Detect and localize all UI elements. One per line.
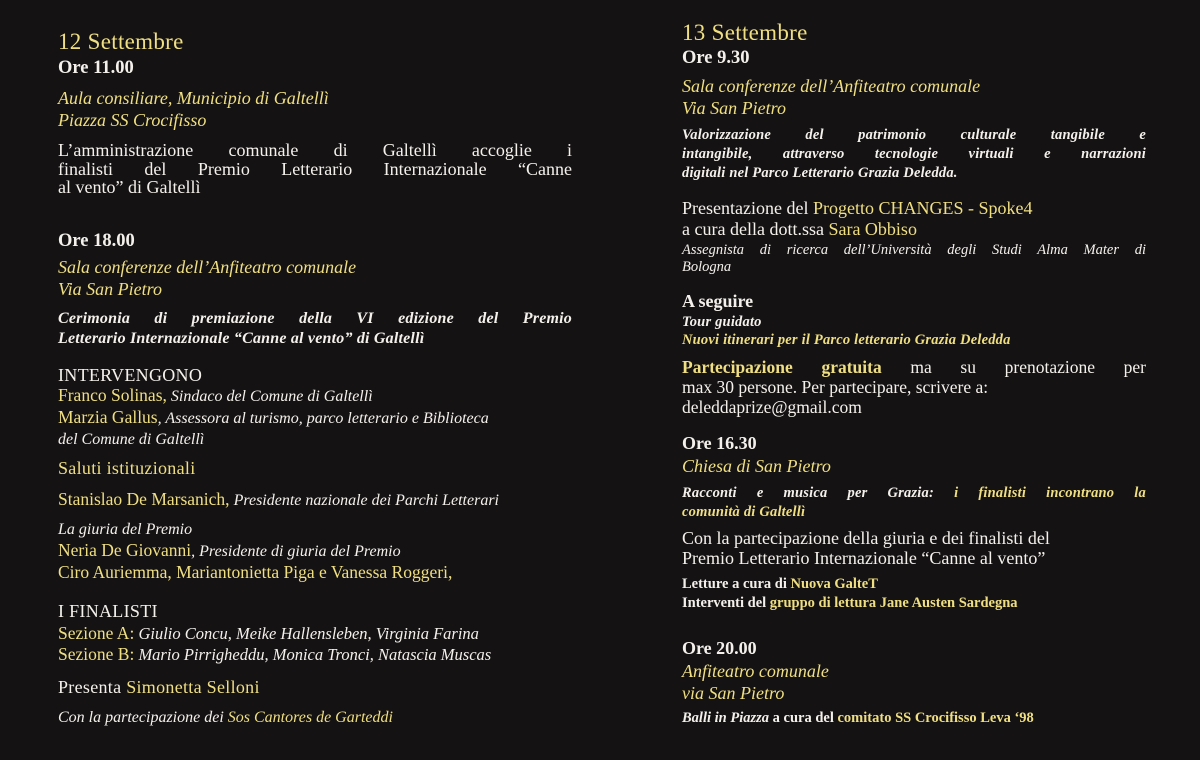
finalisti-list [58,623,491,665]
intervengono-heading: INTERVENGONO [58,365,203,385]
racconti-block: Racconti e musica per Grazia: i finalisti incontrano la comunità di Galtellì [682,485,1146,520]
event-930-time: Ore 9.30 [682,48,750,68]
event-11-time: Ore 11.00 [58,58,134,78]
finalisti-section-a: Sezione A: Giulio Concu, Meike Hallensleben, Virginia Farina [58,623,479,643]
event-18-place: Sala conferenze dell’Anfiteatro comunale Via San Pietro [58,257,357,299]
giuria-block: La giuria del Premio Neria De Giovanni, Presidente di giuria del Premio Ciro Auriemma, Mariantonietta Piga e Vanessa Roggeri, [58,521,453,582]
finalisti-section-b: Sezione B: Mario Pirrigheddu, Monica Tronci, Natascia Muscas [58,644,492,664]
event-18-time: Ore 18.00 [58,231,135,251]
event-2000-time: Ore 20.00 [682,638,757,658]
presenta-line: Presenta Simonetta Selloni [58,677,260,697]
balli-line: Balli in Piazza a cura del comitato SS Crocifisso Leva ‘98 [682,710,1034,726]
event-18-description: Cerimonia di premiazione della VI edizione del Premio Letterario Internazionale “Canne al vento” di Galtellì [58,310,572,347]
saluti-heading: Saluti istituzionali [58,458,196,478]
event-930-description: Valorizzazione del patrimonio culturale tangibile e intangibile, attraverso tecnologie virtuali e narrazioni digitali nel Parco Letterario Grazia Deledda. [682,127,1146,181]
a-seguire: A seguire [682,291,754,311]
event-930-place: Sala conferenze dell’Anfiteatro comunale Via San Pietro [682,76,981,118]
speaker-list: Franco Solinas, Sindaco del Comune di Galtellì Marzia Gallus, Assessora al turismo, parco letterario e Biblioteca del Comune di Galtellì [58,385,489,448]
letture-block: Letture a cura di Nuova GalteT Interventi del gruppo di lettura Jane Austen Sardegna [682,576,1018,611]
day-13-date: 13 Settembre [682,20,808,45]
event-2000-place: Anfiteatro comunale via San Pietro [682,661,829,703]
email-link[interactable]: deleddaprize@gmail.com [682,397,862,417]
event-1630-place: Chiesa di San Pietro [682,456,831,476]
finalisti-heading: I FINALISTI [58,601,158,621]
event-11-place: Aula consiliare, Municipio di Galtellì Piazza SS Crocifisso [58,88,329,130]
booking-info: Partecipazione gratuita ma su prenotazione per max 30 persone. Per partecipare, scrivere a: deleddaprize@gmail.com [682,357,1146,417]
speaker-item: Marzia Gallus, Assessora al turismo, parco letterario e Biblioteca [58,407,489,427]
presentazione-block: Presentazione del Progetto CHANGES - Spoke4 a cura della dott.ssa Sara Obbiso [682,198,1033,239]
partecipazione-block: Con la partecipazione della giuria e dei finalisti del Premio Letterario Internazionale “Canne al vento” [682,528,1050,568]
partecipazione-line: Con la partecipazione dei Sos Cantores de Garteddi [58,709,393,726]
day-12-date: 12 Settembre [58,29,184,54]
tour-block: Tour guidato Nuovi itinerari per il Parco letterario Grazia Deledda [682,314,1011,348]
speaker-item: Franco Solinas, Sindaco del Comune di Galtellì [58,385,373,405]
event-1630-time: Ore 16.30 [682,433,757,453]
event-11-description: L’amministrazione comunale di Galtellì accoglie i finalisti del Premio Letterario Internazionale “Canne al vento” di Galtellì [58,140,572,197]
affiliation: Assegnista di ricerca dell’Università degli Studi Alma Mater di Bologna [682,242,1146,275]
saluti-speaker: Stanislao De Marsanich, Presidente nazionale dei Parchi Letterari [58,489,499,509]
